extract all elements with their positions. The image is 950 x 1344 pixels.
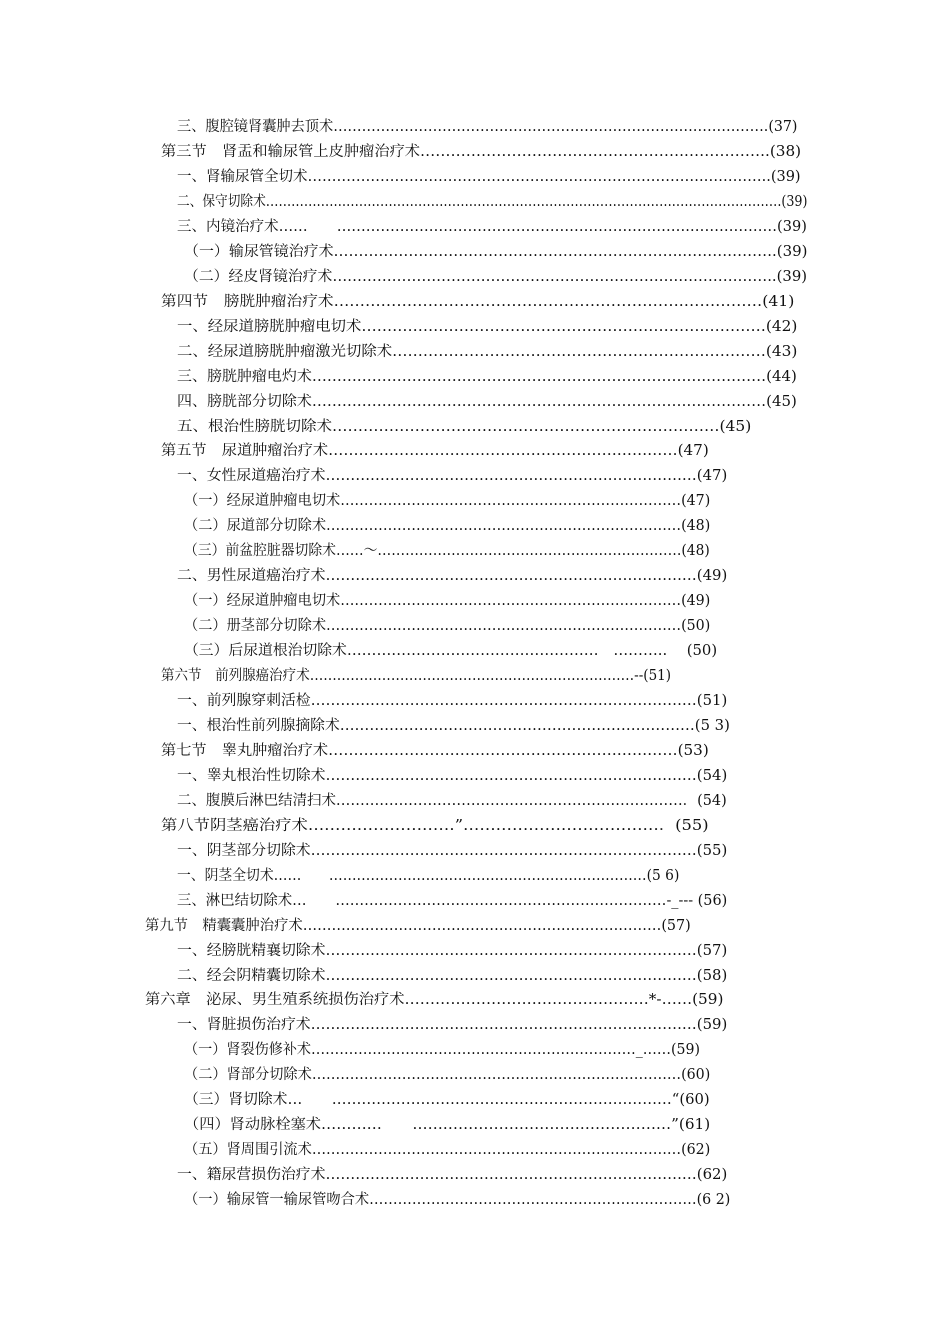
- toc-entry: 二、男性尿道癌治疗术…………………………………………………………………(49): [177, 568, 728, 584]
- toc-entry: 一、经膀胱精襄切除术…………………………………………………………………(57): [177, 943, 728, 959]
- toc-entry: 第六节 前列腺癌治疗术………………………………………………………………--(51): [161, 668, 672, 684]
- toc-entry: 五、根治性膀胱切除术…………………………………………………………………(45): [177, 419, 752, 435]
- toc-entry: （五）肾周围引流术……………………………………………………………………(62): [184, 1142, 711, 1158]
- toc-entry: （二）册茎部分切除术…………………………………………………………………(50): [184, 618, 711, 634]
- toc-entry: 三、膀胱肿瘤电灼术…………………………………………………………………….…………(44): [177, 369, 797, 385]
- toc-entry: 一、女性尿道癌治疗术…………………………………………………………………(47): [177, 468, 728, 484]
- toc-entry: 二、经会阴精囊切除术…………………………………………………………………(58): [177, 968, 728, 984]
- toc-entry: 四、膀胱部分切除术…………………………………………………………………….…………(45): [177, 394, 797, 410]
- toc-entry: 一、肾脏损伤治疗术……………………………………………………………………(59): [177, 1017, 728, 1033]
- toc-entry: 二、腹膜后淋巴结清扫术………………………………………………………………．(54): [177, 793, 727, 809]
- toc-entry: （二）经皮肾镜治疗术…………………………………………………………….………………..(39): [184, 269, 808, 285]
- toc-entry: （四）肾动脉栓塞术………… ……………………………………………”(61): [184, 1117, 711, 1133]
- toc-entry: 一、肾输尿管全切术……………………………………………………………………….…………..(39): [177, 169, 801, 185]
- toc-entry: 一、阴茎全切术…… ……………………………………………………………(5 6): [177, 868, 680, 884]
- toc-entry: 第五节 尿道肿瘤治疗术……………………………………………………………(47): [161, 443, 709, 459]
- toc-entry: 一、前列腺穿刺活检……………………………………………………………………(51): [177, 693, 728, 709]
- toc-entry: 三、内镜治疗术…… ……………………………………………………………….………………(39): [177, 219, 807, 235]
- toc-entry: 一、根治性前列腺摘除术………………………………………………………………(5 3): [177, 718, 730, 734]
- toc-entry: （一）输尿管一输尿管吻合术……………………………………………………………(6 2): [184, 1192, 731, 1208]
- toc-entry: 三、淋巴结切除术… ……………………………………………………………-_--- (56): [177, 893, 728, 909]
- toc-entry: 第三节 肾盂和输尿管上皮肿瘤治疗术…………………………………………….……………..(38): [161, 144, 802, 160]
- toc-entry: （二）尿道部分切除术…………………………………………………………………(48): [184, 518, 711, 534]
- toc-entry: （三）后尿道根治切除术…………………………………………… ……….. (50): [184, 643, 718, 659]
- toc-entry: （二）肾部分切除术……………………………………………………………………(60): [184, 1067, 711, 1083]
- toc-entry: 第八节阴茎癌治疗术………………………”………………………………．(55): [161, 818, 709, 834]
- toc-entry: （一）输尿管镜治疗术…………………………………………………………….……………….(39): [184, 244, 808, 260]
- toc-entry: 第四节 膀胱肿瘤治疗术………………………………………………………….……………(41): [161, 294, 795, 310]
- toc-entry: 一、阴茎部分切除术……………………………………………………………………(55): [177, 843, 728, 859]
- toc-entry: 一、经尿道膀胱肿瘤电切术………………………………………………………….…………(42): [177, 319, 798, 335]
- toc-entry: （三）肾切除术… ……………………………………………………………“(60): [184, 1092, 710, 1108]
- toc-entry: 第七节 睾丸肿瘤治疗术……………………………………………………………(53): [161, 743, 709, 759]
- toc-entry: 二、经尿道膀胱肿瘤激光切除术…………………………………………………….…………(43): [177, 344, 798, 360]
- toc-entry: 三、腹腔镜肾囊肿去顶术……………………………………………………………….……………….(37): [177, 119, 798, 135]
- toc-entry: （三）前盆腔脏器切除术……～…………………………………………………………(48): [184, 543, 710, 559]
- toc-entry: （一）经尿道肿瘤电切术………………………………………………………………(47): [184, 493, 711, 509]
- toc-entry: （一）肾裂伤修补术……………………………………………………………_……(59): [184, 1042, 701, 1058]
- toc-entry: （一）经尿道肿瘤电切术………………………………………………………………(49): [184, 593, 711, 609]
- toc-entry: 第六章 泌尿、男生殖系统损伤治疗术…………………………………………*-……(59): [145, 992, 724, 1008]
- toc-entry: 一、籍尿营损伤治疗术…………………………………………………………………(62): [177, 1167, 728, 1183]
- toc-entry: 第九节 精囊囊肿治疗术…………………………………………………………………(57): [145, 918, 691, 934]
- toc-entry: 二、保守切除术…………………………………………………………………………………….…………………….(39): [177, 194, 808, 210]
- toc-entry: 一、睾丸根治性切除术…………………………………………………………………(54): [177, 768, 728, 784]
